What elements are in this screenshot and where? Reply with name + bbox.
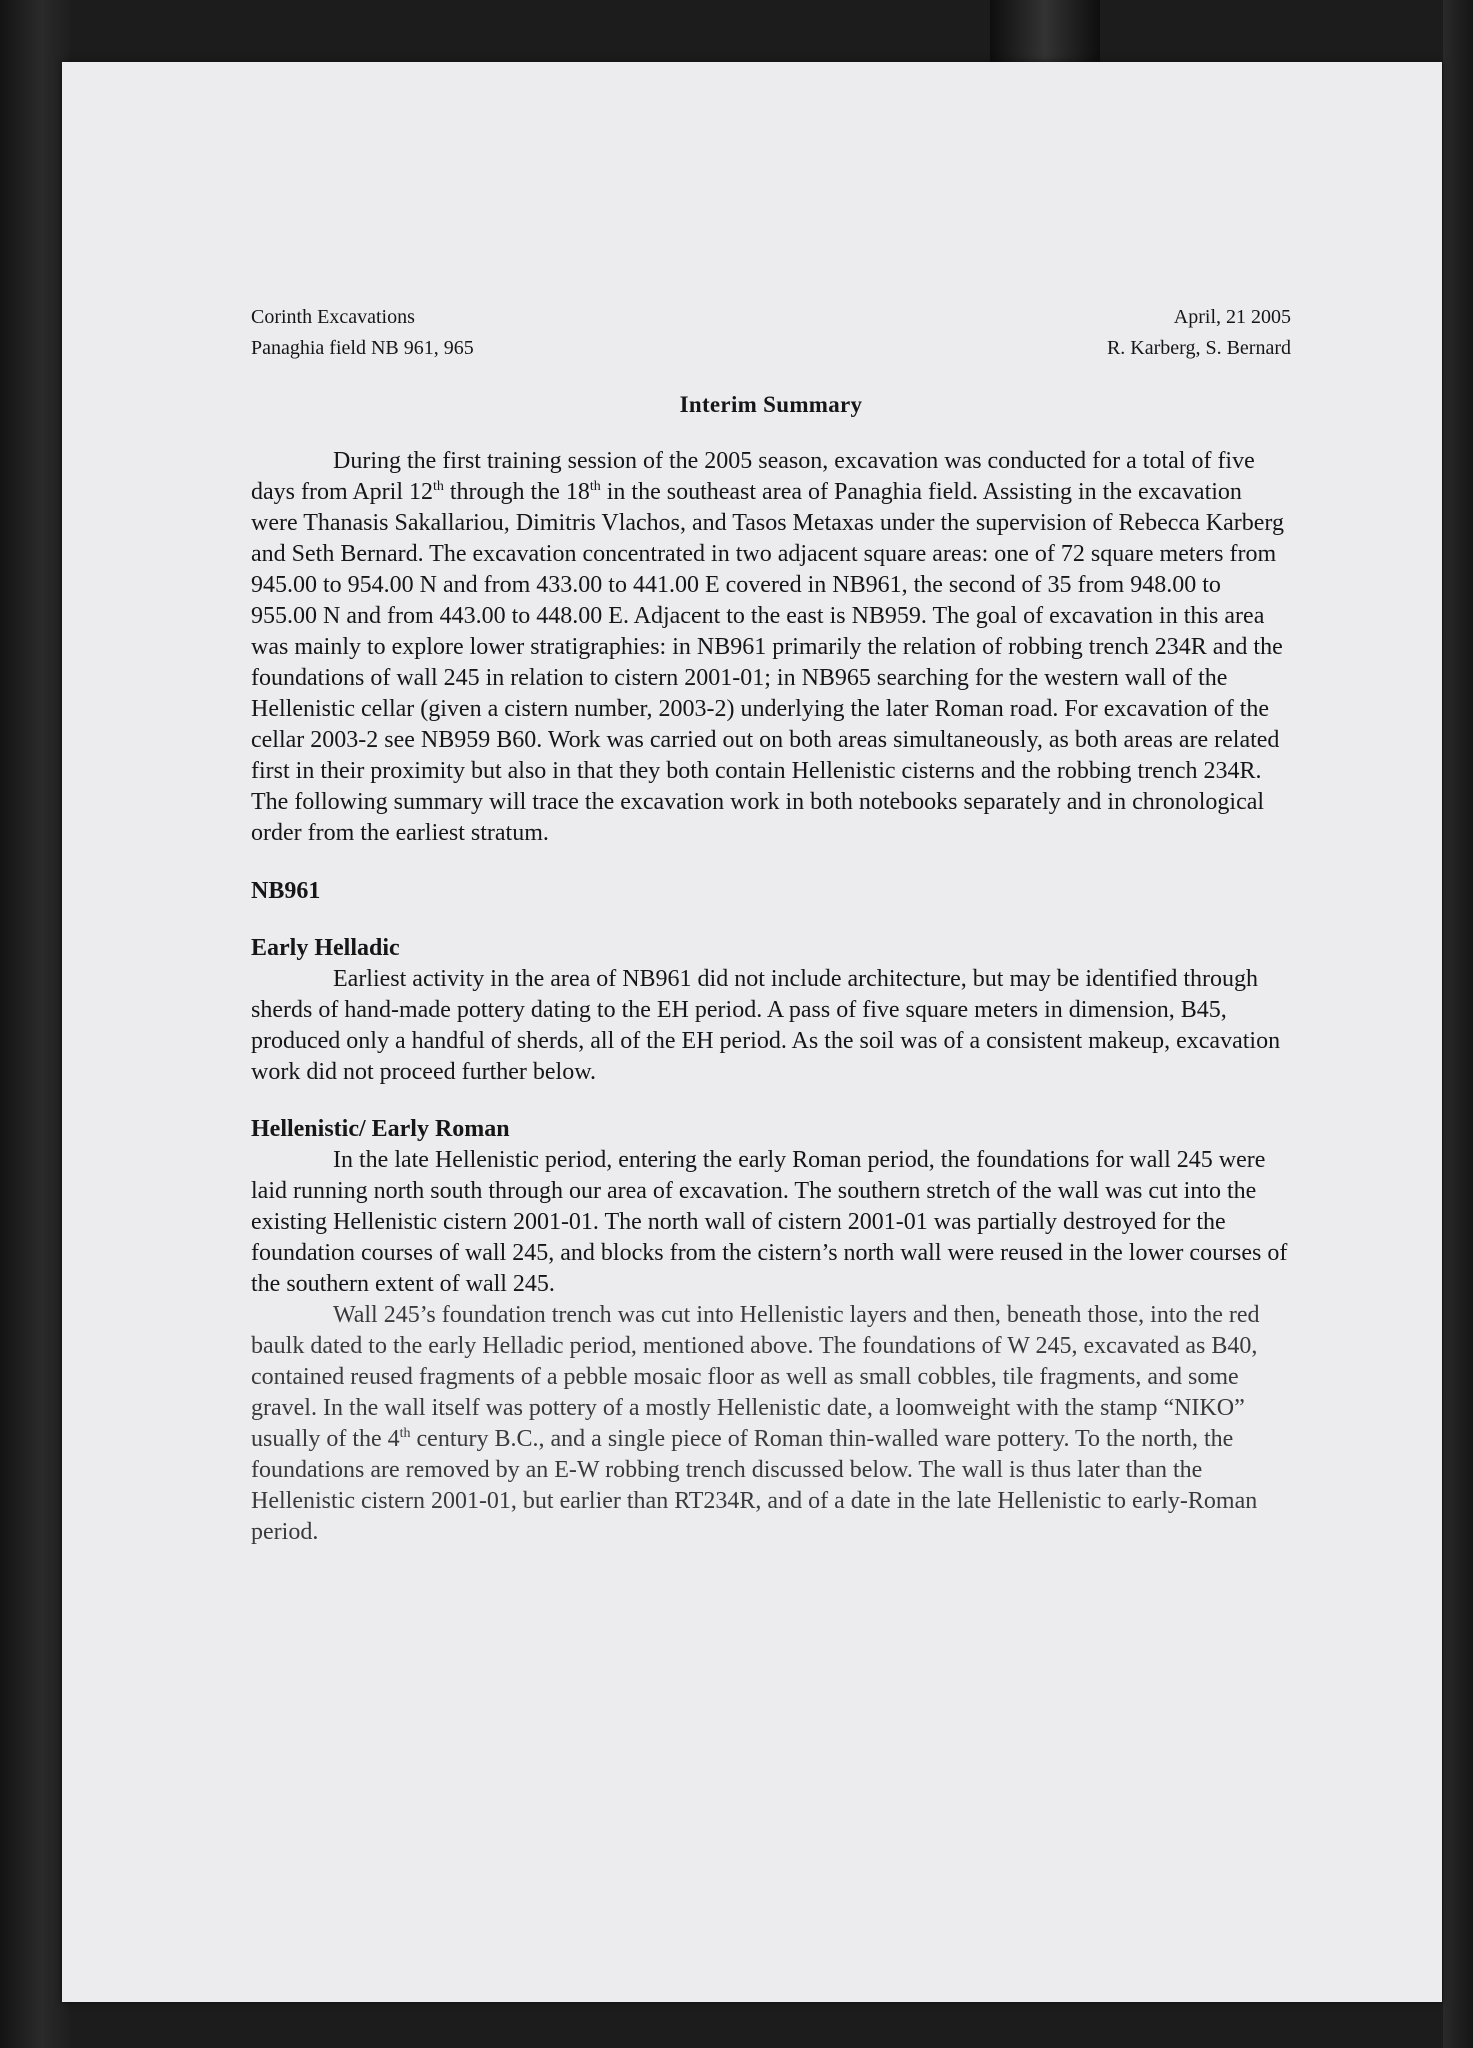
field-name: Panaghia field NB 961, 965	[251, 337, 474, 359]
hellenistic-text-2b: century B.C., and a single piece of Roman thin-walled ware pottery. To the north, the foundations are removed by an E-W robbing trench discussed below. The wall is thus later than the Hellenistic cistern 2001-01, but earlier than RT234R, and of a date in the late Hellenistic to early-Roman period.	[251, 1426, 1258, 1545]
document-page	[62, 62, 1442, 2002]
intro-sup-2: th	[589, 479, 601, 494]
hellenistic-paragraph-1: In the late Hellenistic period, entering the early Roman period, the foundations for wall 245 were laid running north south through our area of excavation. The southern stretch of the wall was cut into the existing Hellenistic cistern 2001-01. The north wall of cistern 2001-01 was partially destroyed for the foundation courses of wall 245, and blocks from the cistern’s north wall were reused in the lower courses of the southern extent of wall 245.	[251, 1147, 1288, 1297]
early-helladic-paragraph: Earliest activity in the area of NB961 did not include architecture, but may be identified through sherds of hand-made pottery dating to the EH period. A pass of five square meters in dimension, B45, produced only a handful of sherds, all of the EH period. As the soil was of a consistent makeup, excavation work did not proceed further below.	[251, 966, 1281, 1085]
intro-paragraph	[251, 446, 1291, 849]
document-title: Interim Summary	[679, 392, 863, 417]
document-content	[251, 302, 1291, 1548]
letterhead	[251, 302, 1291, 364]
hellenistic-sup: th	[399, 1426, 411, 1441]
binder-left-edge	[0, 0, 70, 2048]
org-name: Corinth Excavations	[251, 306, 415, 328]
intro-sup-1: th	[432, 479, 444, 494]
subheading-early-helladic: Early Helladic	[251, 935, 400, 961]
document-authors: R. Karberg, S. Bernard	[1106, 337, 1291, 359]
letterhead-right	[1107, 302, 1291, 364]
document-date: April, 21 2005	[1173, 306, 1291, 328]
intro-text-3: in the southeast area of Panaghia field. Assisting in the excavation were Thanasis Sakallariou, Dimitris Vlachos, and Tasos Metaxas under the supervision of Rebecca Karberg and Seth Bernard. The excavation concentrated in two adjacent square areas: one of 72 square meters from 945.00 to 954.00 N and from 433.00 to 441.00 E covered in NB961, the second of 35 from 948.00 to 955.00 N and from 443.00 to 448.00 E. Adjacent to the east is NB959. The goal of excavation in this area was mainly to explore lower stratigraphies: in NB961 primarily the relation of robbing trench 234R and the foundations of wall 245 in relation to cistern 2001-01; in NB965 searching for the western wall of the Hellenistic cellar (given a cistern number, 2003-2) underlying the later Roman road. For excavation of the cellar 2003-2 see NB959 B60. Work was carried out on both areas simultaneously, as both areas are related first in their proximity but also in that they both contain Hellenistic cisterns and the robbing trench 234R. The following summary will trace the excavation work in both notebooks separately and in chronological order from the earliest stratum.	[251, 479, 1284, 846]
section-heading-nb961: NB961	[251, 878, 321, 904]
hellenistic-text-2a: Wall 245’s foundation trench was cut into Hellenistic layers and then, beneath those, into the red baulk dated to the early Helladic period, mentioned above. The foundations of W 245, excavated as B40, contained reused fragments of a pebble mosaic floor as well as small cobbles, tile fragments, and some gravel. In the wall itself was pottery of a mostly Hellenistic date, a loomweight with the stamp “NIKO” usually of the 4	[251, 1302, 1260, 1452]
subheading-hellenistic: Hellenistic/ Early Roman	[251, 1116, 510, 1142]
intro-text-2: through the 18	[443, 479, 590, 505]
hellenistic-paragraph-2	[251, 1300, 1291, 1548]
letterhead-left	[251, 302, 474, 364]
binder-right-edge	[1443, 0, 1473, 2048]
intro-text-1: During the first training session of the 2005 season, excavation was conducted for a total of five days from April 12	[251, 448, 1255, 505]
binder-rod	[990, 0, 1100, 62]
